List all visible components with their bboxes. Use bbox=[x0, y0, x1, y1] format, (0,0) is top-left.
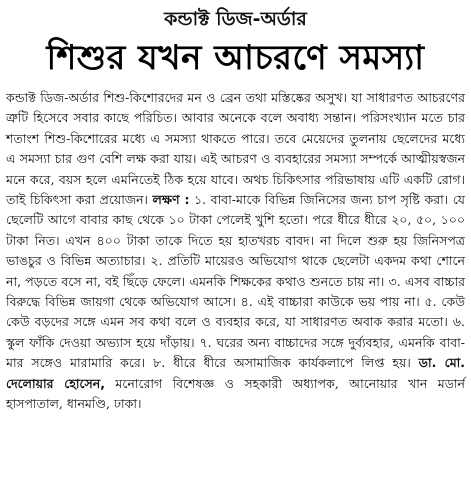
symptoms-text: ১. বাবা-মাকে বিভিন্ন জিনিসের জন্য চাপ সৃষ্টি করা। যে ছেলেটি আগে বাবার কাছ থেকে ১০ টাকা পেলেই খুশি হতো। পরে ধীরে ধীরে ২০, ৫০, ১০০ টাকা নিত। এখন ৪০০ টাকা তাকে দিতে হয় হাতখরচ বাবদ। না দিলে শুরু হয় জিনিসপত্র ভাঙচুর ও বিভিন্ন অত্যাচার। ২. প্রতিটি মায়েরও অভিযোগ থাকে ছেলেটা একদম কথা শোনে না, পড়তে বসে না, বই ছিঁড়ে ফেলে। এমনকি শিক্ষকের কথাও শুনতে চায় না। ৩. এসব বাচ্চার বিরুদ্ধে বিভিন্ন জায়গা থেকে অভিযোগ আসে। ৪. এই বাচ্চারা কাউকে ভয় পায় না। ৫. কেউ কেউ বড়দের সঙ্গে এমন সব কথা বলে ও ব্যবহার করে, যা সাধারণত অবাক করার মতো। ৬. স্কুল ফাঁকি দেওয়া অভ্যাস হয়ে দাঁড়ায়। ৭. ঘরের অন্য বাচ্চাদের সঙ্গে দুর্ব্যবহার, এমনকি বাবা-মার সঙ্গেও মারামারি করে। ৮. ধীরে ধীরে অসামাজিক কার্যকলাপে লিপ্ত হয়। bbox=[6, 192, 465, 371]
symptoms-label: লক্ষণ : bbox=[152, 192, 190, 208]
article-body bbox=[6, 88, 465, 415]
author-name: ডা. মো. দেলোয়ার হোসেন, bbox=[6, 355, 466, 391]
article-headline: শিশুর যখন আচরণে সমস্যা bbox=[46, 38, 425, 78]
author-details: মনোরোগ বিশেষজ্ঞ ও সহকারী অধ্যাপক, আনোয়ার খান মডার্ন হাসপাতাল, ধানমণ্ডি, ঢাকা। bbox=[6, 375, 465, 412]
intro-paragraph: কন্ডাক্ট ডিজ-অর্ডার শিশু-কিশোরদের মন ও ব্রেন তথা মস্তিষ্কের অসুখ। যা সাধারণত আচরণের ত্রুটি হিসেবে সবার কাছে পরিচিত। আবার অনেকে বলে অবাধ্য সন্তান। পরিসংখ্যান মতে চার শতাংশ শিশু-কিশোরের মধ্যে এ সমস্যা থাকতে পারে। তবে মেয়েদের তুলনায় ছেলেদের মধ্যে এ সমস্যা চার গুণ বেশি লক্ষ করা যায়। এই আচরণ ও ব্যবহারের সমস্যা সম্পর্কে আত্মীয়স্বজন মনে করে, বয়স হলে এমনিতেই ঠিক হয়ে যাবে। অথচ চিকিৎসার পরিভাষায় এটি একটি রোগ। তাই চিকিৎসা করা প্রয়োজন। bbox=[6, 90, 465, 208]
article-subtitle: কন্ডাক্ট ডিজ-অর্ডার bbox=[164, 8, 307, 30]
